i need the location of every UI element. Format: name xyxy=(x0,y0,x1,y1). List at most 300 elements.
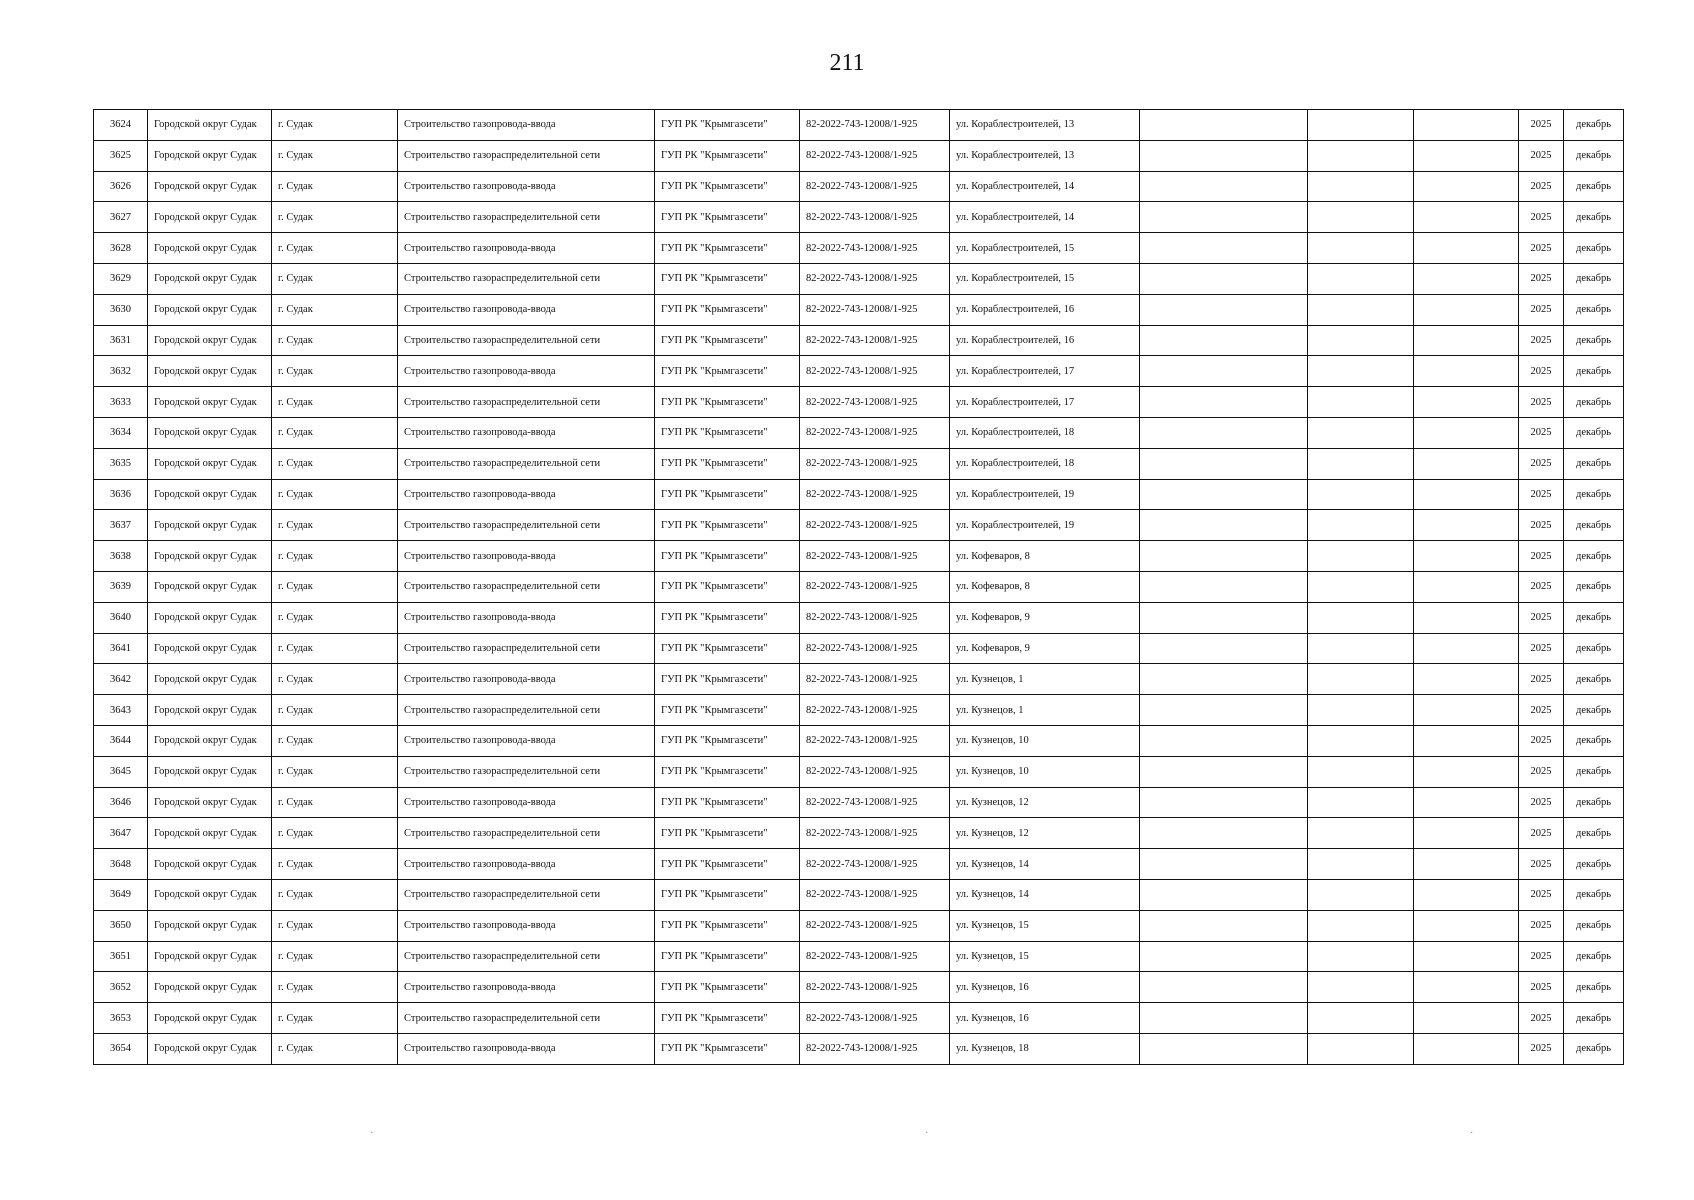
empty-cell xyxy=(1414,725,1519,756)
empty-cell xyxy=(1414,972,1519,1003)
empty-cell xyxy=(1140,140,1308,171)
row-number: 3642 xyxy=(94,664,148,695)
work-type-cell: Строительство газопровода-ввода xyxy=(398,479,655,510)
table-row xyxy=(94,633,1624,664)
empty-cell xyxy=(1308,356,1414,387)
organization-cell: ГУП РК "Крымгазсети" xyxy=(655,849,800,880)
empty-cell xyxy=(1140,664,1308,695)
row-number: 3633 xyxy=(94,387,148,418)
organization-cell: ГУП РК "Крымгазсети" xyxy=(655,972,800,1003)
empty-cell xyxy=(1414,910,1519,941)
row-number: 3650 xyxy=(94,910,148,941)
address-cell: ул. Кузнецов, 15 xyxy=(950,910,1140,941)
program-code-cell: 82-2022-743-12008/1-925 xyxy=(800,233,950,264)
address-cell: ул. Кузнецов, 10 xyxy=(950,756,1140,787)
locality-cell: г. Судак xyxy=(272,879,398,910)
row-number: 3646 xyxy=(94,787,148,818)
organization-cell: ГУП РК "Крымгазсети" xyxy=(655,479,800,510)
month-cell: декабрь xyxy=(1564,818,1624,849)
year-cell: 2025 xyxy=(1519,972,1564,1003)
empty-cell xyxy=(1414,417,1519,448)
table-row xyxy=(94,417,1624,448)
month-cell: декабрь xyxy=(1564,787,1624,818)
row-number: 3649 xyxy=(94,879,148,910)
program-code-cell: 82-2022-743-12008/1-925 xyxy=(800,725,950,756)
year-cell: 2025 xyxy=(1519,356,1564,387)
table-row xyxy=(94,1033,1624,1064)
program-code-cell: 82-2022-743-12008/1-925 xyxy=(800,1033,950,1064)
table-row xyxy=(94,233,1624,264)
locality-cell: г. Судак xyxy=(272,1033,398,1064)
organization-cell: ГУП РК "Крымгазсети" xyxy=(655,325,800,356)
locality-cell: г. Судак xyxy=(272,910,398,941)
table-row xyxy=(94,325,1624,356)
empty-cell xyxy=(1414,171,1519,202)
program-code-cell: 82-2022-743-12008/1-925 xyxy=(800,510,950,541)
row-number: 3635 xyxy=(94,448,148,479)
empty-cell xyxy=(1414,695,1519,726)
year-cell: 2025 xyxy=(1519,664,1564,695)
locality-cell: г. Судак xyxy=(272,1003,398,1034)
month-cell: декабрь xyxy=(1564,849,1624,880)
empty-cell xyxy=(1140,325,1308,356)
address-cell: ул. Кораблестроителей, 14 xyxy=(950,171,1140,202)
table-row xyxy=(94,263,1624,294)
table-row xyxy=(94,879,1624,910)
empty-cell xyxy=(1308,263,1414,294)
program-code-cell: 82-2022-743-12008/1-925 xyxy=(800,571,950,602)
table-row xyxy=(94,941,1624,972)
month-cell: декабрь xyxy=(1564,387,1624,418)
empty-cell xyxy=(1140,879,1308,910)
address-cell: ул. Кораблестроителей, 18 xyxy=(950,448,1140,479)
empty-cell xyxy=(1140,294,1308,325)
empty-cell xyxy=(1308,756,1414,787)
municipality-cell: Городской округ Судак xyxy=(148,1033,272,1064)
organization-cell: ГУП РК "Крымгазсети" xyxy=(655,510,800,541)
year-cell: 2025 xyxy=(1519,818,1564,849)
empty-cell xyxy=(1140,541,1308,572)
empty-cell xyxy=(1140,941,1308,972)
municipality-cell: Городской округ Судак xyxy=(148,725,272,756)
empty-cell xyxy=(1140,818,1308,849)
empty-cell xyxy=(1308,417,1414,448)
table-row xyxy=(94,602,1624,633)
table-row xyxy=(94,140,1624,171)
locality-cell: г. Судак xyxy=(272,448,398,479)
program-code-cell: 82-2022-743-12008/1-925 xyxy=(800,387,950,418)
organization-cell: ГУП РК "Крымгазсети" xyxy=(655,1033,800,1064)
table-row xyxy=(94,664,1624,695)
work-type-cell: Строительство газопровода-ввода xyxy=(398,110,655,141)
work-type-cell: Строительство газораспределительной сети xyxy=(398,325,655,356)
table-row xyxy=(94,171,1624,202)
address-cell: ул. Кузнецов, 15 xyxy=(950,941,1140,972)
municipality-cell: Городской округ Судак xyxy=(148,941,272,972)
year-cell: 2025 xyxy=(1519,571,1564,602)
empty-cell xyxy=(1140,602,1308,633)
empty-cell xyxy=(1308,171,1414,202)
empty-cell xyxy=(1414,602,1519,633)
empty-cell xyxy=(1414,510,1519,541)
empty-cell xyxy=(1140,171,1308,202)
address-cell: ул. Кузнецов, 12 xyxy=(950,787,1140,818)
municipality-cell: Городской округ Судак xyxy=(148,202,272,233)
organization-cell: ГУП РК "Крымгазсети" xyxy=(655,818,800,849)
empty-cell xyxy=(1140,448,1308,479)
row-number: 3639 xyxy=(94,571,148,602)
empty-cell xyxy=(1414,571,1519,602)
locality-cell: г. Судак xyxy=(272,941,398,972)
year-cell: 2025 xyxy=(1519,941,1564,972)
work-type-cell: Строительство газопровода-ввода xyxy=(398,725,655,756)
empty-cell xyxy=(1308,787,1414,818)
month-cell: декабрь xyxy=(1564,571,1624,602)
empty-cell xyxy=(1308,110,1414,141)
month-cell: декабрь xyxy=(1564,910,1624,941)
year-cell: 2025 xyxy=(1519,602,1564,633)
organization-cell: ГУП РК "Крымгазсети" xyxy=(655,202,800,233)
municipality-cell: Городской округ Судак xyxy=(148,140,272,171)
work-type-cell: Строительство газопровода-ввода xyxy=(398,910,655,941)
empty-cell xyxy=(1308,633,1414,664)
program-code-cell: 82-2022-743-12008/1-925 xyxy=(800,417,950,448)
address-cell: ул. Кораблестроителей, 15 xyxy=(950,233,1140,264)
work-type-cell: Строительство газораспределительной сети xyxy=(398,1003,655,1034)
organization-cell: ГУП РК "Крымгазсети" xyxy=(655,787,800,818)
work-type-cell: Строительство газораспределительной сети xyxy=(398,571,655,602)
locality-cell: г. Судак xyxy=(272,571,398,602)
municipality-cell: Городской округ Судак xyxy=(148,233,272,264)
month-cell: декабрь xyxy=(1564,294,1624,325)
empty-cell xyxy=(1308,1033,1414,1064)
row-number: 3641 xyxy=(94,633,148,664)
year-cell: 2025 xyxy=(1519,448,1564,479)
work-type-cell: Строительство газопровода-ввода xyxy=(398,1033,655,1064)
row-number: 3626 xyxy=(94,171,148,202)
organization-cell: ГУП РК "Крымгазсети" xyxy=(655,1003,800,1034)
organization-cell: ГУП РК "Крымгазсети" xyxy=(655,602,800,633)
table-row xyxy=(94,294,1624,325)
empty-cell xyxy=(1140,387,1308,418)
work-type-cell: Строительство газораспределительной сети xyxy=(398,387,655,418)
row-number: 3648 xyxy=(94,849,148,880)
address-cell: ул. Кузнецов, 10 xyxy=(950,725,1140,756)
empty-cell xyxy=(1414,233,1519,264)
address-cell: ул. Кузнецов, 16 xyxy=(950,1003,1140,1034)
program-code-cell: 82-2022-743-12008/1-925 xyxy=(800,941,950,972)
month-cell: декабрь xyxy=(1564,325,1624,356)
address-cell: ул. Кораблестроителей, 19 xyxy=(950,510,1140,541)
year-cell: 2025 xyxy=(1519,387,1564,418)
empty-cell xyxy=(1140,202,1308,233)
year-cell: 2025 xyxy=(1519,633,1564,664)
empty-cell xyxy=(1308,818,1414,849)
address-cell: ул. Кофеваров, 9 xyxy=(950,633,1140,664)
year-cell: 2025 xyxy=(1519,1033,1564,1064)
row-number: 3624 xyxy=(94,110,148,141)
month-cell: декабрь xyxy=(1564,110,1624,141)
year-cell: 2025 xyxy=(1519,325,1564,356)
work-type-cell: Строительство газораспределительной сети xyxy=(398,448,655,479)
year-cell: 2025 xyxy=(1519,879,1564,910)
month-cell: декабрь xyxy=(1564,510,1624,541)
municipality-cell: Городской округ Судак xyxy=(148,879,272,910)
locality-cell: г. Судак xyxy=(272,294,398,325)
locality-cell: г. Судак xyxy=(272,787,398,818)
month-cell: декабрь xyxy=(1564,417,1624,448)
empty-cell xyxy=(1140,695,1308,726)
locality-cell: г. Судак xyxy=(272,602,398,633)
program-code-cell: 82-2022-743-12008/1-925 xyxy=(800,202,950,233)
organization-cell: ГУП РК "Крымгазсети" xyxy=(655,233,800,264)
program-code-cell: 82-2022-743-12008/1-925 xyxy=(800,910,950,941)
row-number: 3625 xyxy=(94,140,148,171)
address-cell: ул. Кораблестроителей, 16 xyxy=(950,325,1140,356)
organization-cell: ГУП РК "Крымгазсети" xyxy=(655,664,800,695)
organization-cell: ГУП РК "Крымгазсети" xyxy=(655,387,800,418)
program-code-cell: 82-2022-743-12008/1-925 xyxy=(800,1003,950,1034)
empty-cell xyxy=(1308,294,1414,325)
address-cell: ул. Кораблестроителей, 16 xyxy=(950,294,1140,325)
municipality-cell: Городской округ Судак xyxy=(148,263,272,294)
municipality-cell: Городской округ Судак xyxy=(148,110,272,141)
scan-artifact: · xyxy=(1470,1128,1474,1139)
row-number: 3640 xyxy=(94,602,148,633)
program-code-cell: 82-2022-743-12008/1-925 xyxy=(800,110,950,141)
organization-cell: ГУП РК "Крымгазсети" xyxy=(655,879,800,910)
address-cell: ул. Кораблестроителей, 17 xyxy=(950,387,1140,418)
empty-cell xyxy=(1308,849,1414,880)
work-type-cell: Строительство газораспределительной сети xyxy=(398,140,655,171)
work-type-cell: Строительство газораспределительной сети xyxy=(398,695,655,726)
year-cell: 2025 xyxy=(1519,263,1564,294)
organization-cell: ГУП РК "Крымгазсети" xyxy=(655,756,800,787)
row-number: 3629 xyxy=(94,263,148,294)
program-code-cell: 82-2022-743-12008/1-925 xyxy=(800,972,950,1003)
row-number: 3630 xyxy=(94,294,148,325)
locality-cell: г. Судак xyxy=(272,695,398,726)
address-cell: ул. Кораблестроителей, 14 xyxy=(950,202,1140,233)
empty-cell xyxy=(1140,510,1308,541)
empty-cell xyxy=(1414,448,1519,479)
municipality-cell: Городской округ Судак xyxy=(148,541,272,572)
program-code-cell: 82-2022-743-12008/1-925 xyxy=(800,171,950,202)
empty-cell xyxy=(1414,879,1519,910)
work-type-cell: Строительство газопровода-ввода xyxy=(398,602,655,633)
municipality-cell: Городской округ Судак xyxy=(148,417,272,448)
municipality-cell: Городской округ Судак xyxy=(148,571,272,602)
work-type-cell: Строительство газораспределительной сети xyxy=(398,756,655,787)
municipality-cell: Городской округ Судак xyxy=(148,602,272,633)
empty-cell xyxy=(1414,787,1519,818)
locality-cell: г. Судак xyxy=(272,541,398,572)
empty-cell xyxy=(1140,849,1308,880)
row-number: 3632 xyxy=(94,356,148,387)
month-cell: декабрь xyxy=(1564,1003,1624,1034)
empty-cell xyxy=(1140,233,1308,264)
row-number: 3652 xyxy=(94,972,148,1003)
year-cell: 2025 xyxy=(1519,294,1564,325)
year-cell: 2025 xyxy=(1519,202,1564,233)
work-type-cell: Строительство газораспределительной сети xyxy=(398,510,655,541)
organization-cell: ГУП РК "Крымгазсети" xyxy=(655,140,800,171)
empty-cell xyxy=(1308,602,1414,633)
work-type-cell: Строительство газопровода-ввода xyxy=(398,294,655,325)
table-row xyxy=(94,571,1624,602)
work-type-cell: Строительство газопровода-ввода xyxy=(398,787,655,818)
empty-cell xyxy=(1140,725,1308,756)
municipality-cell: Городской округ Судак xyxy=(148,171,272,202)
locality-cell: г. Судак xyxy=(272,633,398,664)
empty-cell xyxy=(1414,325,1519,356)
month-cell: декабрь xyxy=(1564,263,1624,294)
row-number: 3637 xyxy=(94,510,148,541)
row-number: 3627 xyxy=(94,202,148,233)
locality-cell: г. Судак xyxy=(272,110,398,141)
year-cell: 2025 xyxy=(1519,140,1564,171)
work-type-cell: Строительство газораспределительной сети xyxy=(398,818,655,849)
year-cell: 2025 xyxy=(1519,849,1564,880)
year-cell: 2025 xyxy=(1519,787,1564,818)
municipality-cell: Городской округ Судак xyxy=(148,294,272,325)
address-cell: ул. Кузнецов, 18 xyxy=(950,1033,1140,1064)
program-code-cell: 82-2022-743-12008/1-925 xyxy=(800,664,950,695)
empty-cell xyxy=(1308,695,1414,726)
locality-cell: г. Судак xyxy=(272,479,398,510)
organization-cell: ГУП РК "Крымгазсети" xyxy=(655,541,800,572)
program-code-cell: 82-2022-743-12008/1-925 xyxy=(800,787,950,818)
empty-cell xyxy=(1140,417,1308,448)
organization-cell: ГУП РК "Крымгазсети" xyxy=(655,356,800,387)
address-cell: ул. Кораблестроителей, 17 xyxy=(950,356,1140,387)
organization-cell: ГУП РК "Крымгазсети" xyxy=(655,448,800,479)
table-row xyxy=(94,387,1624,418)
locality-cell: г. Судак xyxy=(272,356,398,387)
empty-cell xyxy=(1140,1033,1308,1064)
table-row xyxy=(94,972,1624,1003)
month-cell: декабрь xyxy=(1564,171,1624,202)
work-type-cell: Строительство газопровода-ввода xyxy=(398,972,655,1003)
month-cell: декабрь xyxy=(1564,756,1624,787)
empty-cell xyxy=(1308,448,1414,479)
program-code-cell: 82-2022-743-12008/1-925 xyxy=(800,479,950,510)
row-number: 3651 xyxy=(94,941,148,972)
table-row xyxy=(94,202,1624,233)
empty-cell xyxy=(1140,1003,1308,1034)
month-cell: декабрь xyxy=(1564,233,1624,264)
organization-cell: ГУП РК "Крымгазсети" xyxy=(655,263,800,294)
table-row xyxy=(94,1003,1624,1034)
locality-cell: г. Судак xyxy=(272,263,398,294)
municipality-cell: Городской округ Судак xyxy=(148,448,272,479)
organization-cell: ГУП РК "Крымгазсети" xyxy=(655,294,800,325)
empty-cell xyxy=(1308,541,1414,572)
empty-cell xyxy=(1308,571,1414,602)
work-type-cell: Строительство газопровода-ввода xyxy=(398,541,655,572)
locality-cell: г. Судак xyxy=(272,202,398,233)
program-code-cell: 82-2022-743-12008/1-925 xyxy=(800,633,950,664)
row-number: 3628 xyxy=(94,233,148,264)
empty-cell xyxy=(1140,972,1308,1003)
organization-cell: ГУП РК "Крымгазсети" xyxy=(655,633,800,664)
program-code-cell: 82-2022-743-12008/1-925 xyxy=(800,294,950,325)
organization-cell: ГУП РК "Крымгазсети" xyxy=(655,110,800,141)
municipality-cell: Городской округ Судак xyxy=(148,325,272,356)
address-cell: ул. Кузнецов, 16 xyxy=(950,972,1140,1003)
address-cell: ул. Кузнецов, 14 xyxy=(950,879,1140,910)
year-cell: 2025 xyxy=(1519,1003,1564,1034)
empty-cell xyxy=(1308,941,1414,972)
empty-cell xyxy=(1414,387,1519,418)
address-cell: ул. Кораблестроителей, 15 xyxy=(950,263,1140,294)
table-body xyxy=(94,110,1624,1065)
work-type-cell: Строительство газораспределительной сети xyxy=(398,633,655,664)
program-code-cell: 82-2022-743-12008/1-925 xyxy=(800,140,950,171)
program-code-cell: 82-2022-743-12008/1-925 xyxy=(800,879,950,910)
locality-cell: г. Судак xyxy=(272,140,398,171)
empty-cell xyxy=(1308,479,1414,510)
empty-cell xyxy=(1414,633,1519,664)
address-cell: ул. Кузнецов, 1 xyxy=(950,695,1140,726)
year-cell: 2025 xyxy=(1519,110,1564,141)
table-row xyxy=(94,725,1624,756)
address-cell: ул. Кораблестроителей, 13 xyxy=(950,140,1140,171)
address-cell: ул. Кузнецов, 14 xyxy=(950,849,1140,880)
table-row xyxy=(94,849,1624,880)
municipality-cell: Городской округ Судак xyxy=(148,510,272,541)
organization-cell: ГУП РК "Крымгазсети" xyxy=(655,417,800,448)
locality-cell: г. Судак xyxy=(272,325,398,356)
empty-cell xyxy=(1308,972,1414,1003)
program-code-cell: 82-2022-743-12008/1-925 xyxy=(800,541,950,572)
table-row xyxy=(94,756,1624,787)
empty-cell xyxy=(1308,879,1414,910)
scan-artifact: · xyxy=(925,1128,929,1139)
locality-cell: г. Судак xyxy=(272,849,398,880)
organization-cell: ГУП РК "Крымгазсети" xyxy=(655,941,800,972)
month-cell: декабрь xyxy=(1564,664,1624,695)
locality-cell: г. Судак xyxy=(272,171,398,202)
year-cell: 2025 xyxy=(1519,756,1564,787)
row-number: 3631 xyxy=(94,325,148,356)
empty-cell xyxy=(1140,787,1308,818)
empty-cell xyxy=(1414,202,1519,233)
municipality-cell: Городской округ Судак xyxy=(148,479,272,510)
program-code-cell: 82-2022-743-12008/1-925 xyxy=(800,602,950,633)
year-cell: 2025 xyxy=(1519,479,1564,510)
work-type-cell: Строительство газопровода-ввода xyxy=(398,233,655,264)
empty-cell xyxy=(1140,356,1308,387)
row-number: 3644 xyxy=(94,725,148,756)
empty-cell xyxy=(1308,510,1414,541)
empty-cell xyxy=(1140,263,1308,294)
address-cell: ул. Кофеваров, 8 xyxy=(950,571,1140,602)
municipality-cell: Городской округ Судак xyxy=(148,356,272,387)
address-cell: ул. Кораблестроителей, 13 xyxy=(950,110,1140,141)
organization-cell: ГУП РК "Крымгазсети" xyxy=(655,171,800,202)
year-cell: 2025 xyxy=(1519,510,1564,541)
empty-cell xyxy=(1414,140,1519,171)
program-code-cell: 82-2022-743-12008/1-925 xyxy=(800,695,950,726)
month-cell: декабрь xyxy=(1564,695,1624,726)
address-cell: ул. Кораблестроителей, 18 xyxy=(950,417,1140,448)
empty-cell xyxy=(1140,479,1308,510)
work-type-cell: Строительство газопровода-ввода xyxy=(398,849,655,880)
empty-cell xyxy=(1308,387,1414,418)
month-cell: декабрь xyxy=(1564,941,1624,972)
empty-cell xyxy=(1414,110,1519,141)
